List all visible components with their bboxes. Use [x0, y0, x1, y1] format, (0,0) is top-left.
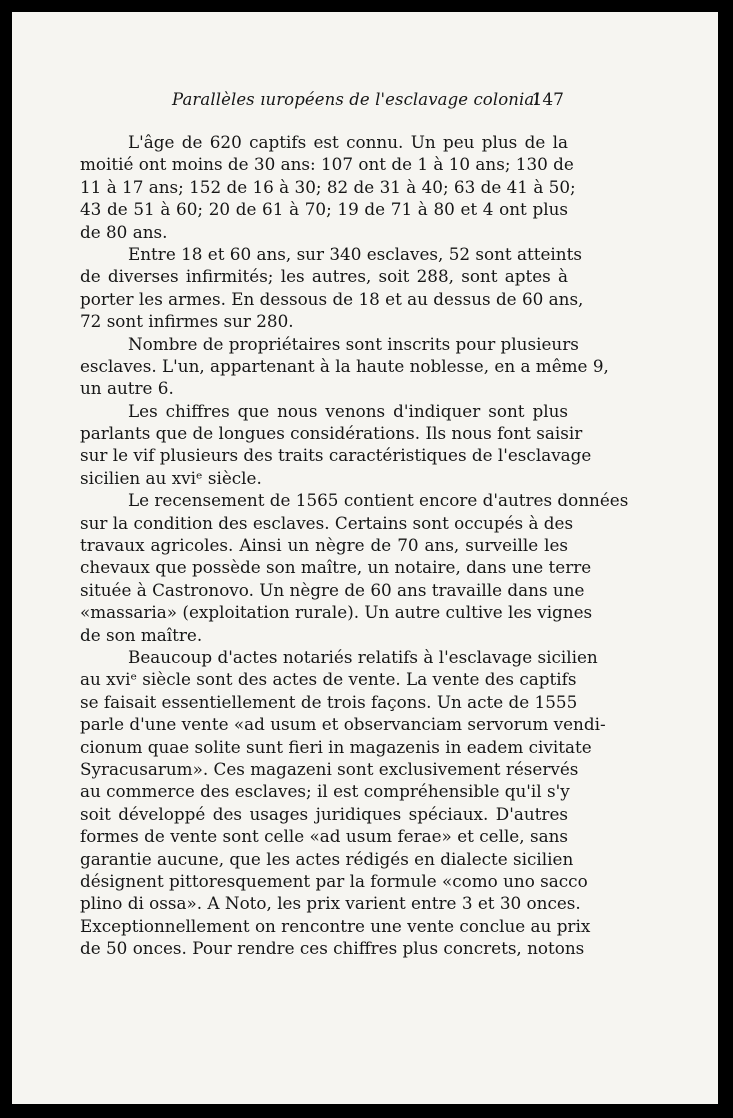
text-line: plino di ossa». A Noto, les prix varient entre 3 et 30 onces.: [80, 893, 581, 914]
text-line: de 80 ans.: [80, 221, 168, 242]
paragraph-notarial-acts: [80, 646, 606, 959]
text-line: au commerce des esclaves; il est compréhensible qu'il s'y: [80, 781, 570, 802]
text-line: 11 à 17 ans; 152 de 16 à 30; 82 de 31 à 40; 63 de 41 à 50;: [80, 176, 576, 197]
text-line: 72 sont infirmes sur 280.: [80, 311, 294, 332]
paragraph-figures: [80, 400, 592, 490]
paragraph-owners: [80, 333, 609, 400]
text-line: parlants que de longues considérations. Ils nous font saisir: [80, 423, 583, 444]
page-number: 147: [531, 90, 564, 110]
text-line: Le recensement de 1565 contient encore d'autres données: [128, 490, 629, 511]
text-line: Exceptionnellement on rencontre une vente conclue au prix: [80, 915, 591, 936]
text-line: de diverses infirmités; les autres, soit 288, sont aptes à: [80, 266, 568, 287]
text-line: sicilien au xviᵉ siècle.: [80, 467, 262, 488]
text-line: parle d'une vente «ad usum et observanciam servorum vendi-: [80, 714, 606, 735]
text-line: soit développé des usages juridiques spéciaux. D'autres: [80, 803, 568, 824]
body-text: [80, 131, 629, 959]
paragraph-infirmities: [80, 243, 584, 333]
paragraph-census-1565: [80, 489, 629, 646]
page-header: [172, 90, 564, 116]
text-line: sur la condition des esclaves. Certains sont occupés à des: [80, 512, 574, 533]
text-line: sur le vif plusieurs des traits caractéristiques de l'esclavage: [80, 445, 592, 466]
text-line: L'âge de 620 captifs est connu. Un peu plus de la: [128, 132, 568, 152]
text-line: formes de vente sont celle «ad usum ferae» et celle, sans: [80, 826, 568, 847]
text-line: située à Castronovo. Un nègre de 60 ans travaille dans une: [80, 579, 585, 600]
text-line: porter les armes. En dessous de 18 et au dessus de 60 ans,: [80, 288, 584, 309]
text-line: un autre 6.: [80, 378, 174, 399]
text-line: «massaria» (exploitation rurale). Un autre cultive les vignes: [80, 602, 593, 623]
text-line: se faisait essentiellement de trois façons. Un acte de 1555: [80, 691, 578, 712]
text-line: Entre 18 et 60 ans, sur 340 esclaves, 52 sont atteints: [128, 243, 582, 264]
paragraph-age-of-captives: [80, 131, 576, 243]
text-line: désignent pittoresquement par la formule «como uno sacco: [80, 870, 588, 891]
text-line: 43 de 51 à 60; 20 de 61 à 70; 19 de 71 à 80 et 4 ont plus: [80, 199, 568, 220]
text-line: Syracusarum». Ces magazeni sont exclusivement réservés: [80, 758, 579, 779]
text-line: Beaucoup d'actes notariés relatifs à l'esclavage sicilien: [128, 646, 598, 667]
text-line: moitié ont moins de 30 ans: 107 ont de 1 à 10 ans; 130 de: [80, 154, 574, 175]
text-line: de son maître.: [80, 624, 203, 645]
text-line: de 50 onces. Pour rendre ces chiffres plus concrets, notons: [80, 938, 585, 959]
text-line: au xviᵉ siècle sont des actes de vente. La vente des captifs: [80, 669, 577, 690]
text-line: travaux agricoles. Ainsi un nègre de 70 ans, surveille les: [80, 535, 568, 556]
text-line: Nombre de propriétaires sont inscrits pour plusieurs: [128, 333, 579, 354]
book-page: [12, 12, 718, 1104]
text-line: esclaves. L'un, appartenant à la haute noblesse, en a même 9,: [80, 355, 609, 376]
text-line: cionum quae solite sunt fieri in magazenis in eadem civitate: [80, 736, 592, 757]
text-line: garantie aucune, que les actes rédigés en dialecte sicilien: [80, 848, 574, 869]
text-line: chevaux que possède son maître, un notaire, dans une terre: [80, 557, 592, 578]
text-line: Les chiffres que nous venons d'indiquer sont plus: [128, 400, 568, 421]
running-title: Parallèles ıuropéens de l'esclavage colonial: [172, 90, 540, 109]
